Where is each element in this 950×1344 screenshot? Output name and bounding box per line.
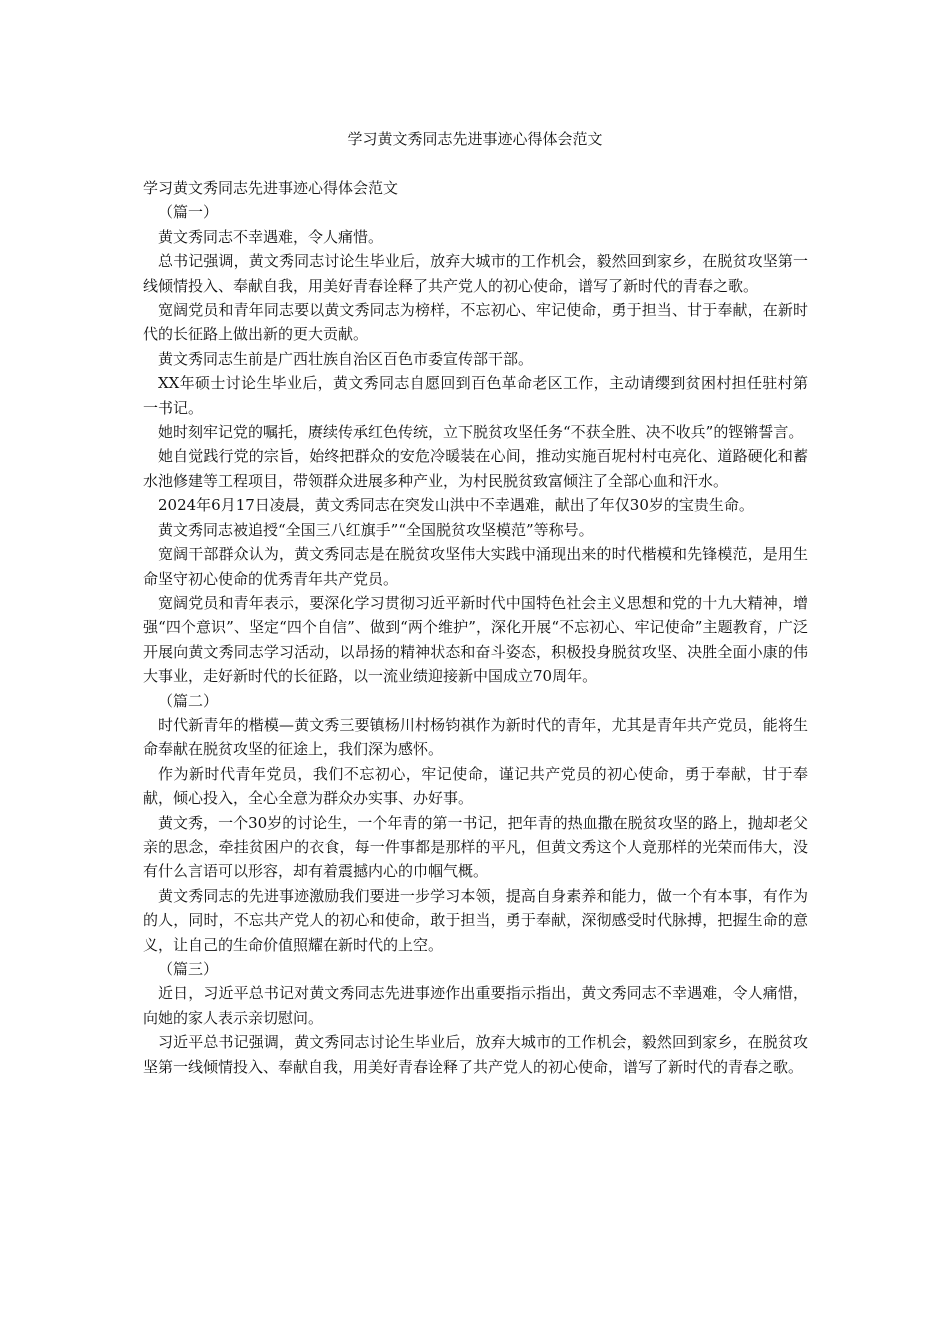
paragraph: 2024年6月17日凌晨，黄文秀同志在突发山洪中不幸遇难，献出了年仅30岁的宝贵生命。 xyxy=(158,496,754,515)
section-label-2: （篇二） xyxy=(158,691,219,710)
document-body xyxy=(143,176,808,1079)
paragraph: 时代新青年的楷模—黄文秀三要镇杨川村杨钧祺作为新时代的青年，尤其是青年共产党员，能将生命奉献在脱贫攻坚的征途上，我们深为感怀。 xyxy=(143,715,808,759)
paragraph: 宽阔党员和青年同志要以黄文秀同志为榜样，不忘初心、牢记使命，勇于担当、甘于奉献，在新时代的长征路上做出新的更大贡献。 xyxy=(143,301,808,344)
paragraph: 她自觉践行党的宗旨，始终把群众的安危冷暖装在心间，推动实施百坭村村屯亮化、道路硬化和蓄水池修建等工程项目，带领群众进展多种产业，为村民脱贫致富倾注了全部心血和汗水。 xyxy=(143,447,808,490)
paragraph: 习近平总书记强调，黄文秀同志讨论生毕业后，放弃大城市的工作机会，毅然回到家乡，在脱贫攻坚第一线倾情投入、奉献自我，用美好青春诠释了共产党人的初心使命，谱写了新时代的青春之歌。 xyxy=(143,1033,808,1076)
paragraph: 黄文秀同志生前是广西壮族自治区百色市委宣传部干部。 xyxy=(158,349,534,368)
paragraph: XX年硕士讨论生毕业后，黄文秀同志自愿回到百色革命老区工作，主动请缨到贫困村担任驻村第一书记。 xyxy=(143,374,808,417)
paragraph: 黄文秀同志不幸遇难，令人痛惜。 xyxy=(158,227,384,246)
paragraph: 总书记强调，黄文秀同志讨论生毕业后，放弃大城市的工作机会，毅然回到家乡，在脱贫攻坚第一线倾情投入、奉献自我，用美好青春诠释了共产党人的初心使命，谱写了新时代的青春之歌。 xyxy=(143,252,808,295)
section-label-1: （篇一） xyxy=(158,203,219,222)
document-subtitle: 学习黄文秀同志先进事迹心得体会范文 xyxy=(143,179,399,197)
paragraph: 她时刻牢记党的嘱托，赓续传承红色传统，立下脱贫攻坚任务“不获全胜、决不收兵”的铿锵誓言。 xyxy=(158,423,804,442)
paragraph: 宽阔干部群众认为，黄文秀同志是在脱贫攻坚伟大实践中涌现出来的时代楷模和先锋模范，是用生命坚守初心使命的优秀青年共产党员。 xyxy=(143,545,808,588)
paragraph: 黄文秀同志的先进事迹激励我们要进一步学习本领，提高自身素养和能力，做一个有本事，有作为的人，同时，不忘共产党人的初心和使命，敢于担当，勇于奉献，深彻感受时代脉搏，把握生命的意义，让自己的生命价值照耀在新时代的上空。 xyxy=(143,886,808,954)
section-label-3: （篇三） xyxy=(158,960,219,978)
paragraph: 近日，习近平总书记对黄文秀同志先进事迹作出重要指示指出，黄文秀同志不幸遇难，令人痛惜，向她的家人表示亲切慰问。 xyxy=(143,984,808,1027)
paragraph: 宽阔党员和青年表示，要深化学习贯彻习近平新时代中国特色社会主义思想和党的十九大精神，增强“四个意识”、坚定“四个自信”、做到“两个维护”，深化开展“不忘初心、牢记使命”主题教育，广泛开展向黄文秀同志学习活动，以昂扬的精神状态和奋斗姿态，积极投身脱贫攻坚、决胜全面小康的伟大事业，走好新时代的长征路，以一流业绩迎接新中国成立70周年。 xyxy=(143,593,808,686)
document-title: 学习黄文秀同志先进事迹心得体会范文 xyxy=(347,130,603,148)
paragraph: 黄文秀，一个30岁的讨论生，一个年青的第一书记，把年青的热血撒在脱贫攻坚的路上，抛却老父亲的思念，牵挂贫困户的衣食，每一件事都是那样的平凡，但黄文秀这个人竟那样的光荣而伟大，没有什么言语可以形容，却有着震撼内心的巾帼气概。 xyxy=(143,813,808,881)
paragraph: 黄文秀同志被追授“全国三八红旗手”“全国脱贫攻坚模范”等称号。 xyxy=(158,520,594,539)
paragraph: 作为新时代青年党员，我们不忘初心，牢记使命，谨记共产党员的初心使命，勇于奉献，甘于奉献，倾心投入，全心全意为群众办实事、办好事。 xyxy=(143,764,808,808)
